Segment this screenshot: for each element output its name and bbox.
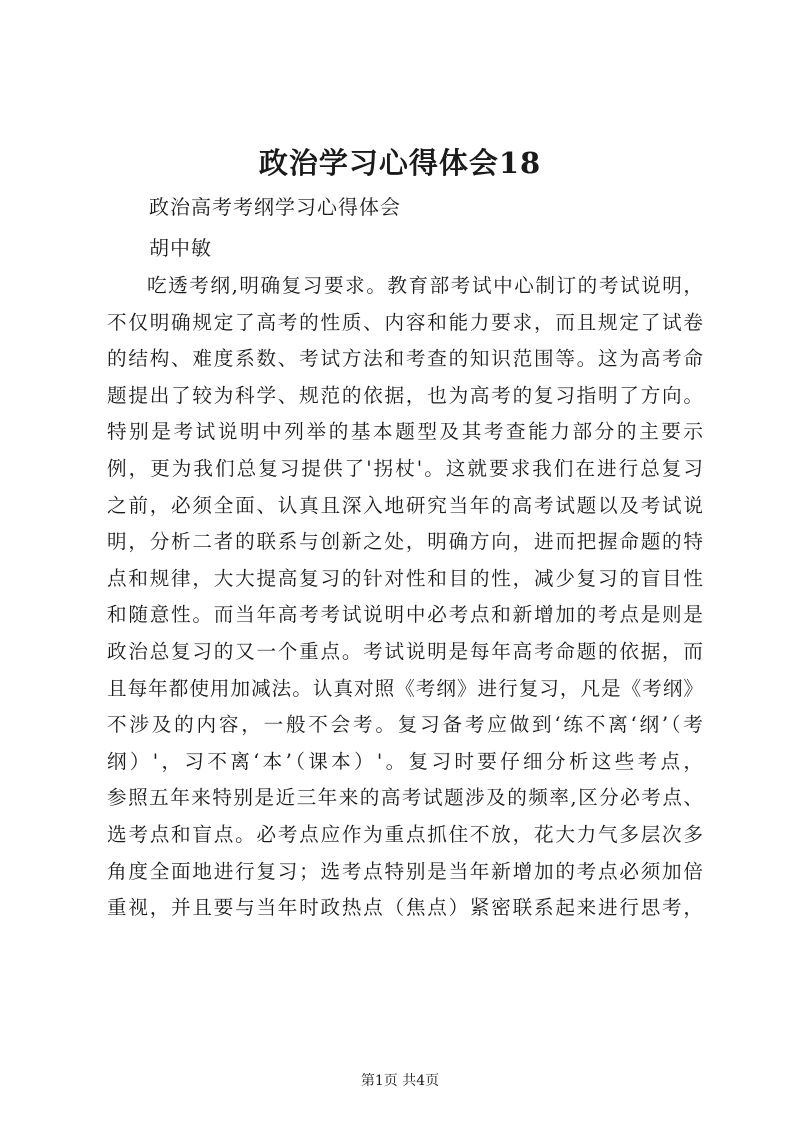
body-line: 例，更为我们总复习提供了'拐杖'。这就要求我们在进行总复习 <box>107 456 703 480</box>
body-line: 不涉及的内容，一般不会考。复习备考应做到‘练不离‘纲’（考 <box>107 713 703 737</box>
body-line: 重视，并且要与当年时政热点（焦点）紧密联系起来进行思考， <box>107 896 703 920</box>
body-paragraph <box>107 268 703 927</box>
body-line: 纲）'，习不离‘本’（课本）'。复习时要仔细分析这些考点， <box>107 749 703 773</box>
body-line: 政治总复习的又一个重点。考试说明是每年高考命题的依据，而 <box>107 639 703 663</box>
body-line: 且每年都使用加减法。认真对照《考纲》进行复习，凡是《考纲》 <box>107 676 703 700</box>
body-line: 参照五年来特别是近三年来的高考试题涉及的频率,区分必考点、 <box>107 786 703 810</box>
body-line: 吃透考纲,明确复习要求。教育部考试中心制订的考试说明， <box>147 274 703 297</box>
page-number-footer: 第1页 共4页 <box>360 1073 440 1089</box>
document-title: 政治学习心得体会18 <box>258 146 542 180</box>
document-subtitle: 政治高考考纲学习心得体会 <box>149 195 401 219</box>
body-line: 选考点和盲点。必考点应作为重点抓住不放，花大力气多层次多 <box>107 822 703 846</box>
document-author: 胡中敏 <box>149 236 212 260</box>
body-line: 明，分析二者的联系与创新之处，明确方向，进而把握命题的特 <box>107 530 703 554</box>
body-line: 之前，必须全面、认真且深入地研究当年的高考试题以及考试说 <box>107 493 703 517</box>
body-line: 角度全面地进行复习；选考点特别是当年新增加的考点必须加倍 <box>107 859 703 883</box>
body-line: 和随意性。而当年高考考试说明中必考点和新增加的考点是则是 <box>107 603 703 627</box>
body-line: 特别是考试说明中列举的基本题型及其考查能力部分的主要示 <box>107 420 703 444</box>
body-line: 题提出了较为科学、规范的依据，也为高考的复习指明了方向。 <box>107 383 703 407</box>
body-line: 的结构、难度系数、考试方法和考查的知识范围等。这为高考命 <box>107 347 703 371</box>
body-line: 不仅明确规定了高考的性质、内容和能力要求，而且规定了试卷 <box>107 310 703 334</box>
body-line: 点和规律，大大提高复习的针对性和目的性，减少复习的盲目性 <box>107 566 703 590</box>
